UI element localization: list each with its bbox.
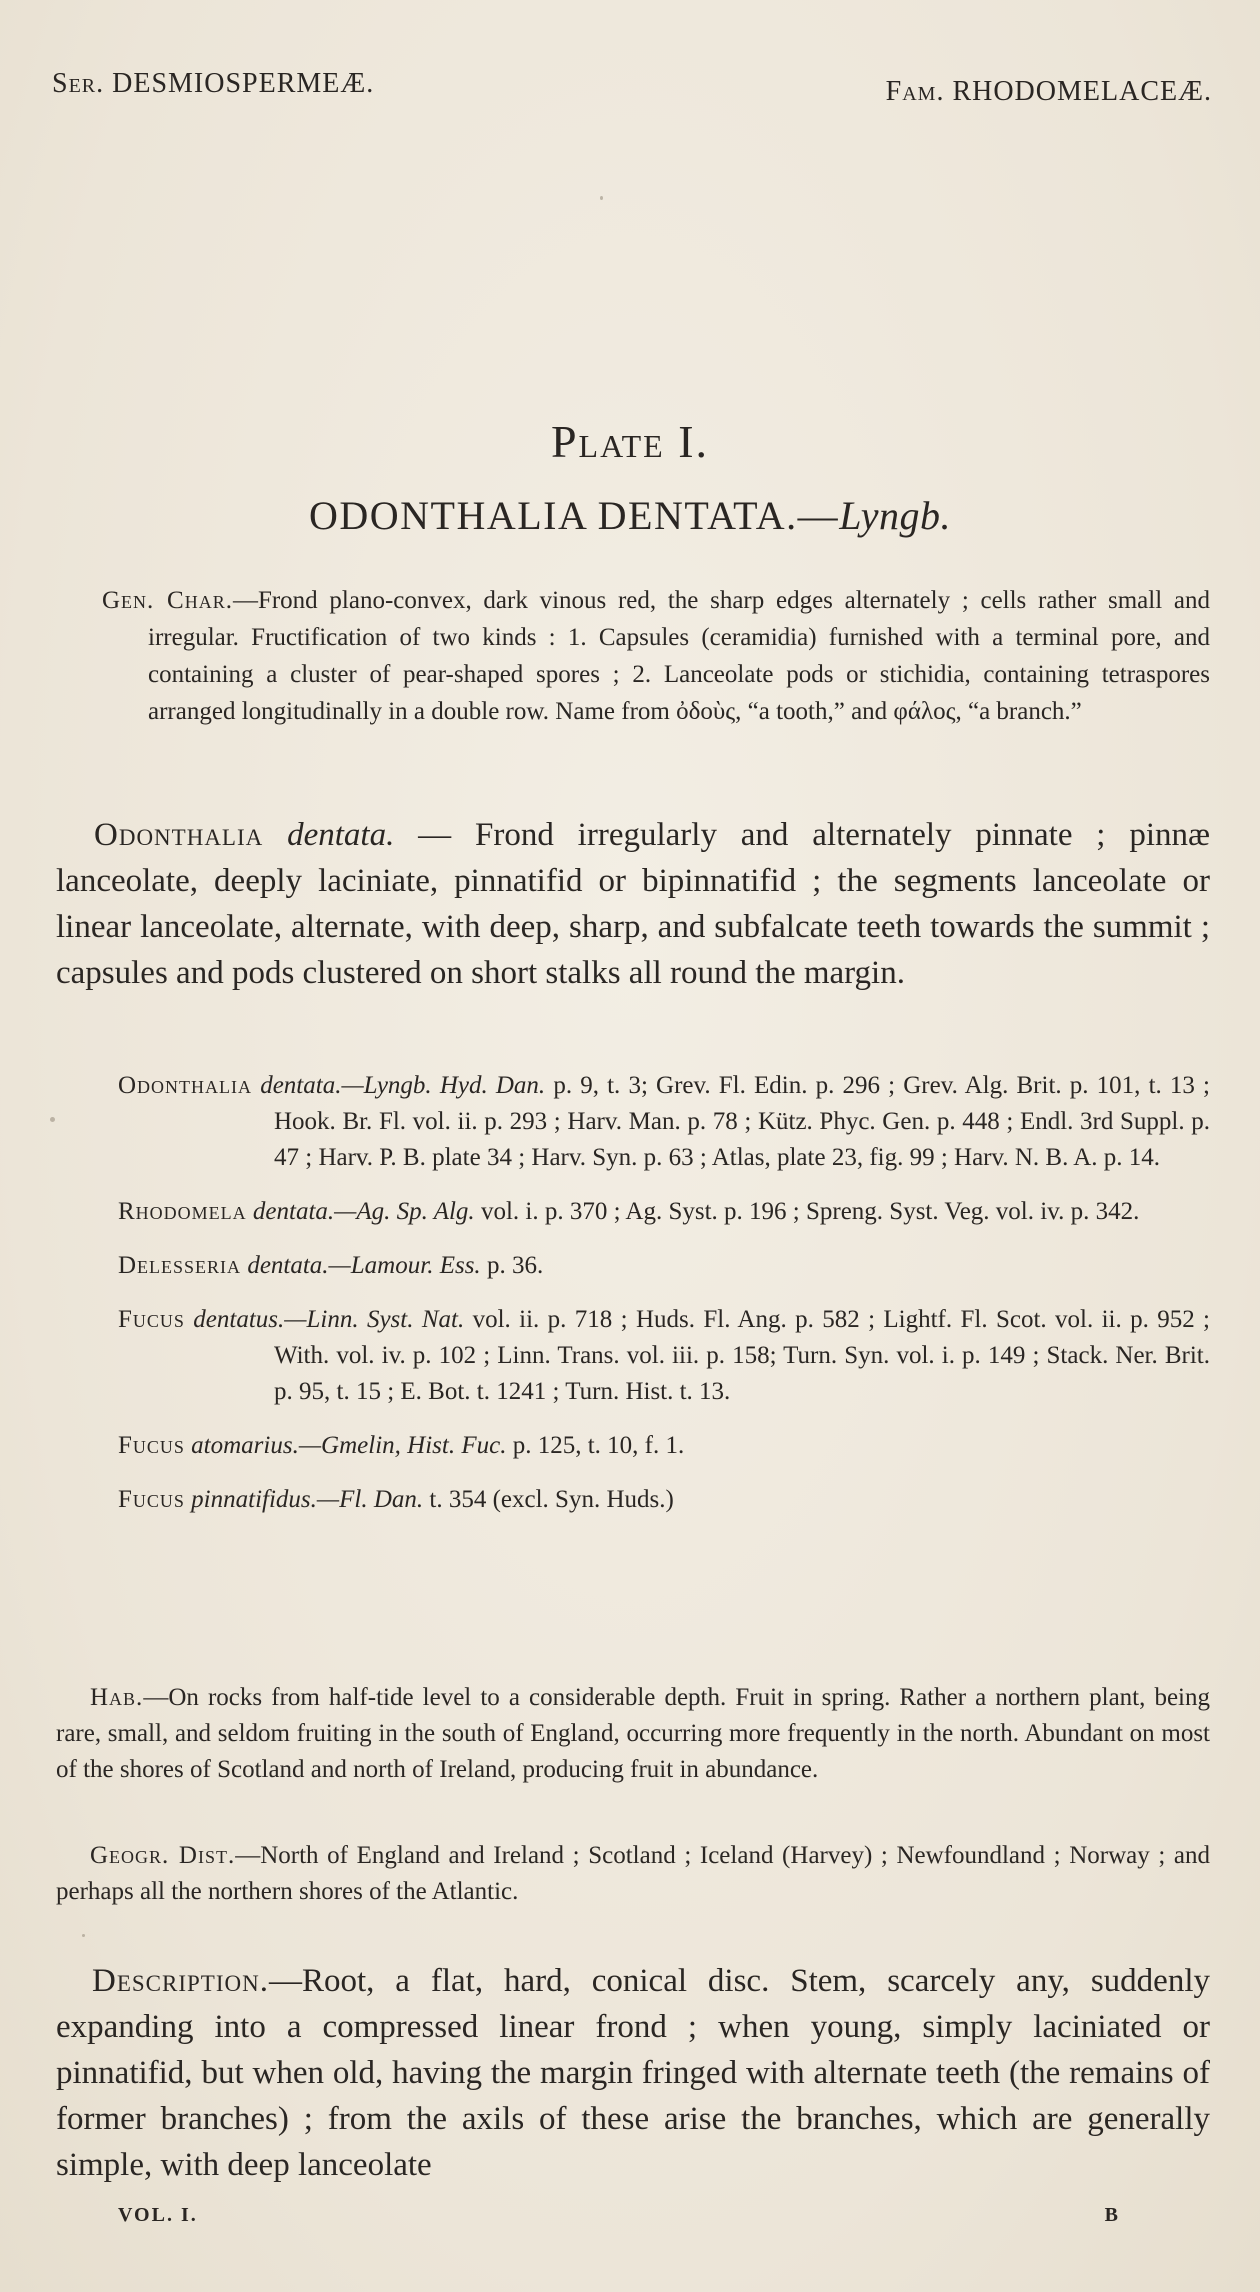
synonym-entry [118, 1482, 1210, 1518]
synonym-genus: Fucus [118, 1432, 185, 1459]
paper-speck [50, 1117, 55, 1122]
synonym-entry [118, 1248, 1210, 1284]
description-text: —Root, a flat, hard, conical disc. Stem, scarcely any, suddenly expanding into a compressed linear frond ; when young, simply laciniated or pinnatifid, but when old, having the margin fringed with alternate teeth (the remains of former branches) ; from the axils of these arise the branches, which are generally simple, with deep lanceolate [56, 1963, 1210, 2183]
synonym-species: dentatus.—Linn. Syst. Nat. [193, 1306, 465, 1333]
synonym-genus: Fucus [118, 1486, 185, 1513]
diagnosis-genus: Odonthalia [94, 817, 264, 853]
synonym-entry [118, 1194, 1210, 1230]
paper-speck [600, 196, 603, 200]
running-head [52, 68, 1212, 108]
species-authority: Lyngb. [839, 493, 951, 538]
synonym-species: dentata.—Lyngb. Hyd. Dan. [260, 1072, 546, 1099]
synonym-refs: vol. ii. p. 718 ; Huds. Fl. Ang. p. 582 ; Lightf. Fl. Scot. vol. ii. p. 952 ; With. vol. iv. p. 102 ; Linn. Trans. vol. iii. p. 158; Turn. Syn. vol. i. p. 149 ; Stack. Ner. Brit. p. 95, t. 15 ; E. Bot. t. 1241 ; Turn. Hist. t. 13. [274, 1306, 1211, 1405]
habitat-text: —On rocks from half-tide level to a considerable depth. Fruit in spring. Rather a northern plant, being rare, small, and seldom fruiting in the south of England, occurring more frequently in the north. Abundant on most of the shores of Scotland and north of Ireland, producing fruit in abundance. [56, 1684, 1210, 1783]
distribution-section [56, 1838, 1210, 1910]
synonym-species: dentata.—Ag. Sp. Alg. [252, 1198, 475, 1225]
species-name: ODONTHALIA DENTATA.— [308, 493, 840, 538]
running-head-family: Fam. RHODOMELACEÆ. [885, 76, 1212, 107]
signature-mark: B [1104, 2204, 1120, 2226]
species-diagnosis [56, 812, 1210, 996]
synonym-species: pinnatifidus.—Fl. Dan. [191, 1486, 424, 1513]
synonym-entry [118, 1068, 1210, 1176]
distribution-label: Geogr. Dist. [90, 1842, 236, 1869]
synonym-refs: p. 125, t. 10, f. 1. [506, 1432, 685, 1459]
synonym-species: atomarius.—Gmelin, Hist. Fuc. [191, 1432, 507, 1459]
gen-char-text: —Frond plano-convex, dark vinous red, the sharp edges alternately ; cells rather small and irregular. Fructification of two kinds : 1. Capsules (ceramidia) furnished with a terminal pore, and containing a cluster of pear-shaped spores ; 2. Lanceolate pods or stichidia, containing tetraspores arranged longitudinally in a double row. Name from ὀδοὺς, “a tooth,” and φάλος, “a branch.” [148, 587, 1210, 725]
plate-title: Plate I. [550, 416, 710, 467]
synonym-genus: Rhodomela [118, 1198, 247, 1225]
habitat-label: Hab. [90, 1684, 144, 1711]
generic-character [56, 582, 1210, 730]
synonym-genus: Fucus [118, 1306, 185, 1333]
paper-speck [82, 1934, 85, 1937]
diagnosis-species: dentata. [287, 817, 395, 853]
running-head-series: Ser. DESMIOSPERMEÆ. [52, 68, 375, 99]
synonym-entry [118, 1428, 1210, 1464]
synonymy-list [118, 1068, 1210, 1536]
synonym-entry [118, 1302, 1210, 1410]
synonym-species: dentata.—Lamour. Ess. [247, 1252, 481, 1279]
synonym-refs: t. 354 (excl. Syn. Huds.) [423, 1486, 674, 1513]
distribution-text: —North of England and Ireland ; Scotland ; Iceland (Harvey) ; Newfoundland ; Norway ; and perhaps all the northern shores of the Atlantic. [56, 1842, 1211, 1905]
synonym-genus: Odonthalia [118, 1072, 253, 1099]
gen-char-label: Gen. Char. [102, 587, 233, 614]
species-title [0, 492, 1260, 539]
synonym-refs: p. 36. [480, 1252, 544, 1279]
volume-mark: VOL. I. [118, 2204, 198, 2226]
diagnosis-text: — Frond irregularly and alternately pinnate ; pinnæ lanceolate, deeply laciniate, pinnatifid or bipinnatifid ; the segments lanceolate or linear lanceolate, alternate, with deep, sharp, and subfalcate teeth towards the summit ; capsules and pods clustered on short stalks all round the margin. [56, 817, 1210, 991]
description-label: Description. [92, 1963, 269, 1999]
synonym-genus: Delesseria [118, 1252, 242, 1279]
synonym-refs: vol. i. p. 370 ; Ag. Syst. p. 196 ; Spreng. Syst. Veg. vol. iv. p. 342. [474, 1198, 1140, 1225]
habitat-section [56, 1680, 1210, 1788]
synonym-refs: p. 9, t. 3; Grev. Fl. Edin. p. 296 ; Grev. Alg. Brit. p. 101, t. 13 ; Hook. Br. Fl. vol. ii. p. 293 ; Harv. Man. p. 78 ; Kütz. Phyc. Gen. p. 448 ; Endl. 3rd Suppl. p. 47 ; Harv. P. B. plate 34 ; Harv. Syn. p. 63 ; Atlas, plate 23, fig. 99 ; Harv. N. B. A. p. 14. [274, 1072, 1211, 1171]
description-section [56, 1958, 1210, 2188]
